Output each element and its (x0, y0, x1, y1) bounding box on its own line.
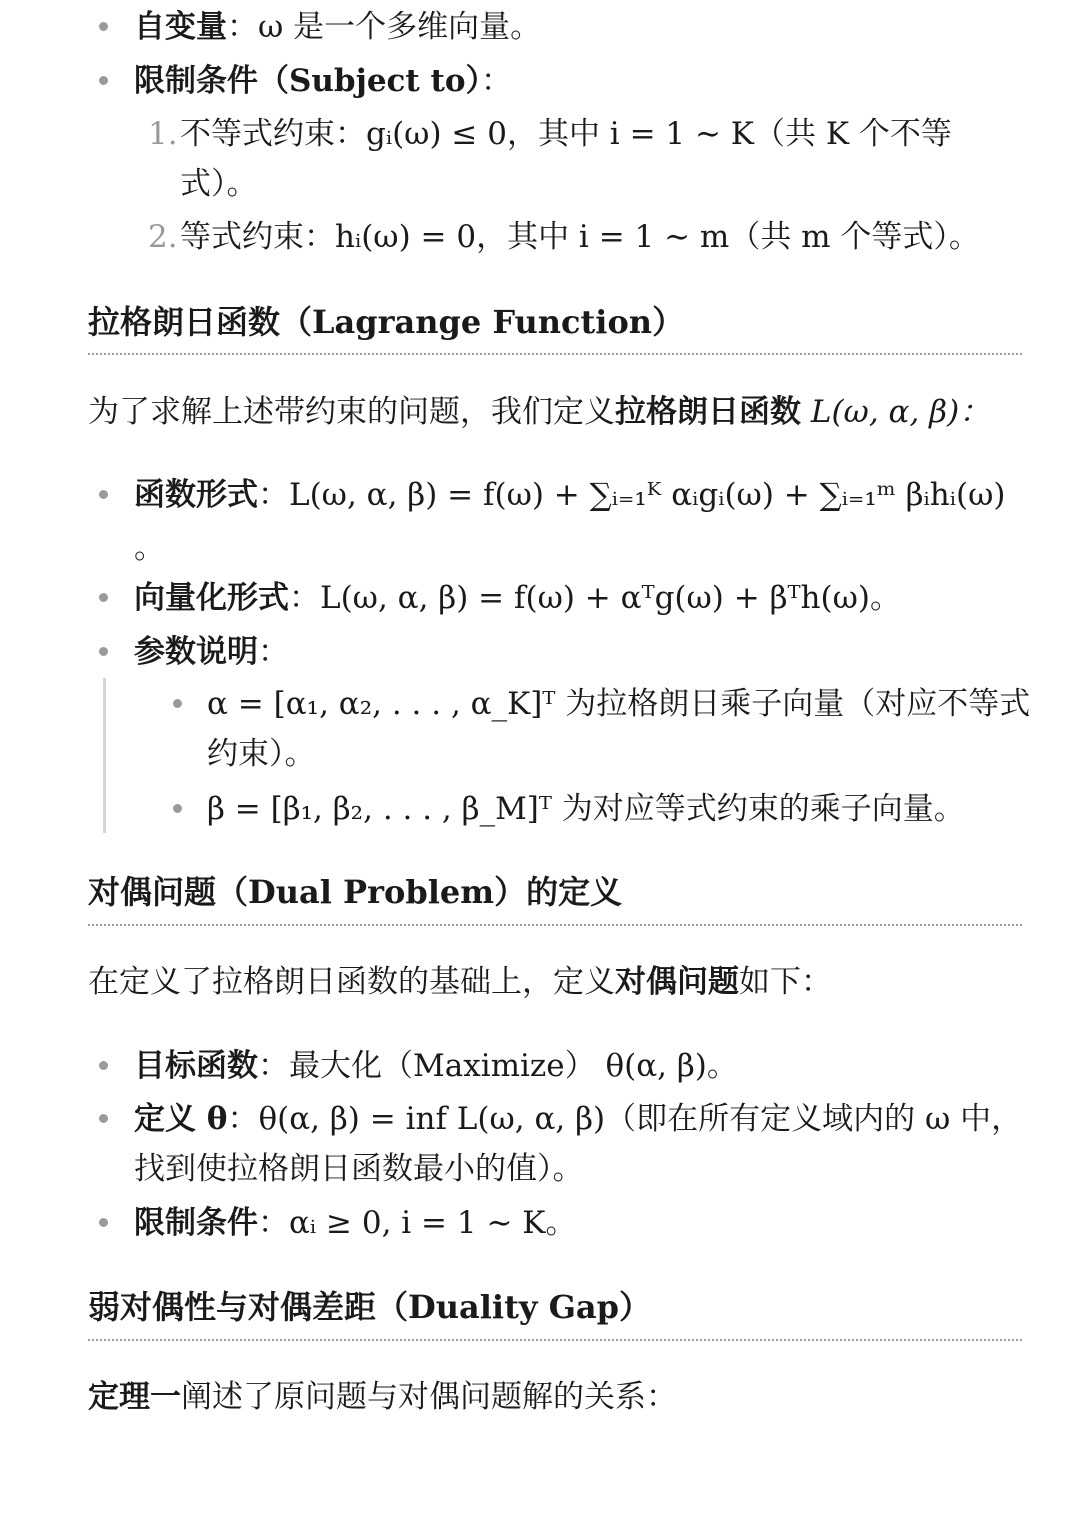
nested-list-item-cont: 约束）。 (207, 736, 316, 772)
bullet-icon (99, 76, 108, 85)
list-item: 向量化形式：L(ω, α, β) = f(ω) + αᵀg(ω) + βᵀh(ω)。 (134, 580, 901, 616)
bullet-icon (99, 22, 108, 31)
divider (88, 924, 1022, 926)
bullet-icon (99, 1114, 108, 1123)
nested-list-bar (103, 678, 106, 833)
bullet-icon (99, 1061, 108, 1070)
list-item: 函数形式：L(ω, α, β) = f(ω) + ∑ᵢ₌₁ᴷ αᵢgᵢ(ω) + ∑ᵢ₌₁ᵐ βᵢhᵢ(ω) (134, 477, 1006, 513)
list-number: 1. (148, 116, 178, 152)
bullet-icon (173, 804, 182, 813)
divider (88, 353, 1022, 355)
list-item: 目标函数：最大化（Maximize） θ(α, β)。 (134, 1048, 738, 1084)
constraint-item: 等式约束：hᵢ(ω) = 0，其中 i = 1 ∼ m（共 m 个等式）。 (180, 219, 980, 255)
paragraph: 定理一阐述了原问题与对偶问题解的关系： (88, 1379, 677, 1415)
list-item: 限制条件：αᵢ ≥ 0, i = 1 ∼ K。 (134, 1205, 577, 1241)
nested-list-item: β = [β₁, β₂, . . . , β_M]ᵀ 为对应等式约束的乘子向量。 (207, 791, 965, 827)
paragraph: 在定义了拉格朗日函数的基础上，定义对偶问题如下： (88, 964, 832, 1000)
list-item: 定义 θ：θ(α, β) = inf L(ω, α, β)（即在所有定义域内的 ω 中， (134, 1101, 1023, 1137)
divider (88, 1339, 1022, 1341)
bullet-icon (99, 593, 108, 602)
paragraph: 为了求解上述带约束的问题，我们定义拉格朗日函数 L(ω, α, β)： (88, 394, 991, 430)
bullet-icon (99, 490, 108, 499)
constraint-item: 不等式约束：gᵢ(ω) ≤ 0，其中 i = 1 ∼ K（共 K 个不等 (180, 116, 952, 152)
list-item: 限制条件（Subject to）： (134, 63, 513, 99)
list-item: 自变量：ω 是一个多维向量。 (134, 9, 542, 45)
bullet-icon (99, 1218, 108, 1227)
list-item: 参数说明： (134, 634, 289, 670)
bullet-icon (173, 699, 182, 708)
list-number: 2. (148, 219, 178, 255)
list-item-cont: 。 (134, 530, 165, 566)
bullet-icon (99, 647, 108, 656)
constraint-item-cont: 式）。 (180, 166, 258, 202)
nested-list-item: α = [α₁, α₂, . . . , α_K]ᵀ 为拉格朗日乘子向量（对应不等式 (207, 686, 1031, 722)
section-heading: 拉格朗日函数（Lagrange Function） (88, 303, 685, 341)
section-heading: 对偶问题（Dual Problem）的定义 (88, 873, 623, 911)
section-heading: 弱对偶性与对偶差距（Duality Gap） (88, 1288, 652, 1326)
list-item-cont: 找到使拉格朗日函数最小的值）。 (134, 1151, 584, 1187)
